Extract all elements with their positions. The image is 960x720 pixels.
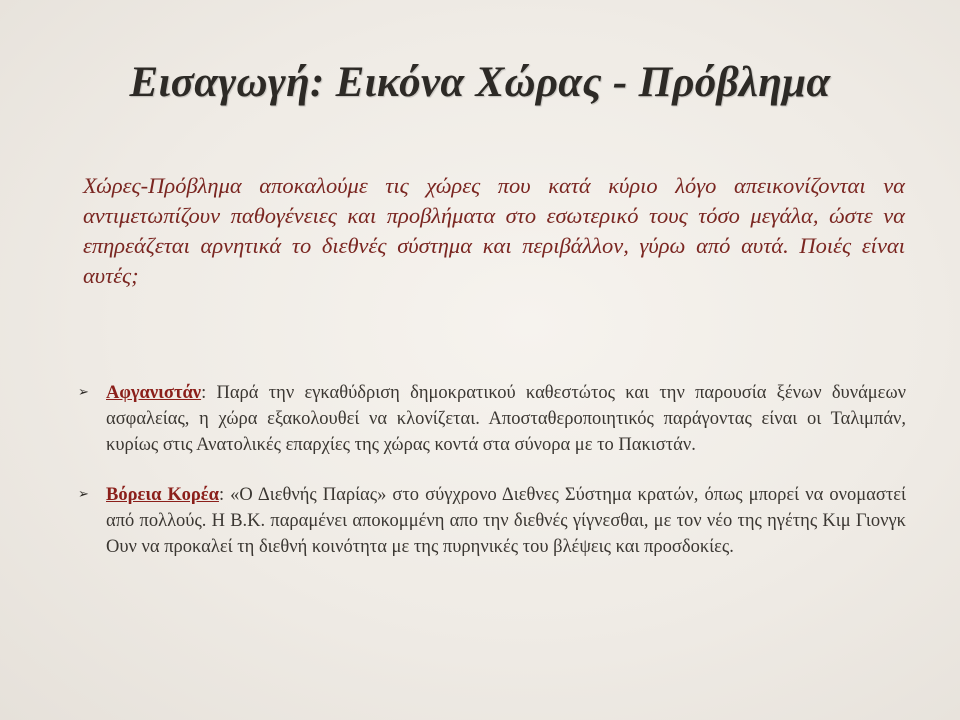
intro-paragraph: Χώρες-Πρόβλημα αποκαλούμε τις χώρες που κατά κύριο λόγο απεικονίζονται να αντιμετωπίζουν παθογένειες και προβλήματα στο εσωτερικό τους τόσο μεγάλα, ώστε να επηρεάζεται αρνητικά το διεθνές σύστημα και περιβάλλον, γύρω από αυτά. Ποιές είναι αυτές; [83,173,905,288]
arrow-bullet-icon: ➢ [78,385,89,400]
slide-title: Εισαγωγή: Εικόνα Χώρας - Πρόβλημα [129,59,831,106]
bullet-colon: : [201,383,207,403]
bullet-text: «Ο Διεθνής Παρίας» στο σύγχρονο Διεθνες Σύστημα κρατών, όπως μπορεί να ονομαστεί από πολλούς. Η Β.Κ. παραμένει αποκομμένη απο την διεθνές γίγνεσθαι, με τον νέο της ηγέτης Κιμ Γιονγκ Ουν να προκαλεί τη διεθνή κοινότητα με της πυρηνικές του βλέψεις και προσδοκίες. [106,485,906,557]
bullet-item-north-korea [78,482,906,560]
bullet-item-afghanistan [78,380,906,458]
arrow-bullet-icon: ➢ [78,487,89,502]
bullet-list [78,380,906,584]
bullet-term: Αφγανιστάν [106,383,202,403]
bullet-text: Παρά την εγκαθύδριση δημοκρατικού καθεστώτος και την παρουσία ξένων δυνάμεων ασφαλείας, η χώρα εξακολουθεί να κλονίζεται. Αποσταθεροποιητικός παράγοντας είναι οι Ταλιμπάν, κυρίως στις Ανατολικές επαρχίες της χώρας κοντά στα σύνορα με το Πακιστάν. [106,383,906,455]
bullet-colon: : [218,485,225,505]
bullet-term: Βόρεια Κορέα [106,485,219,505]
